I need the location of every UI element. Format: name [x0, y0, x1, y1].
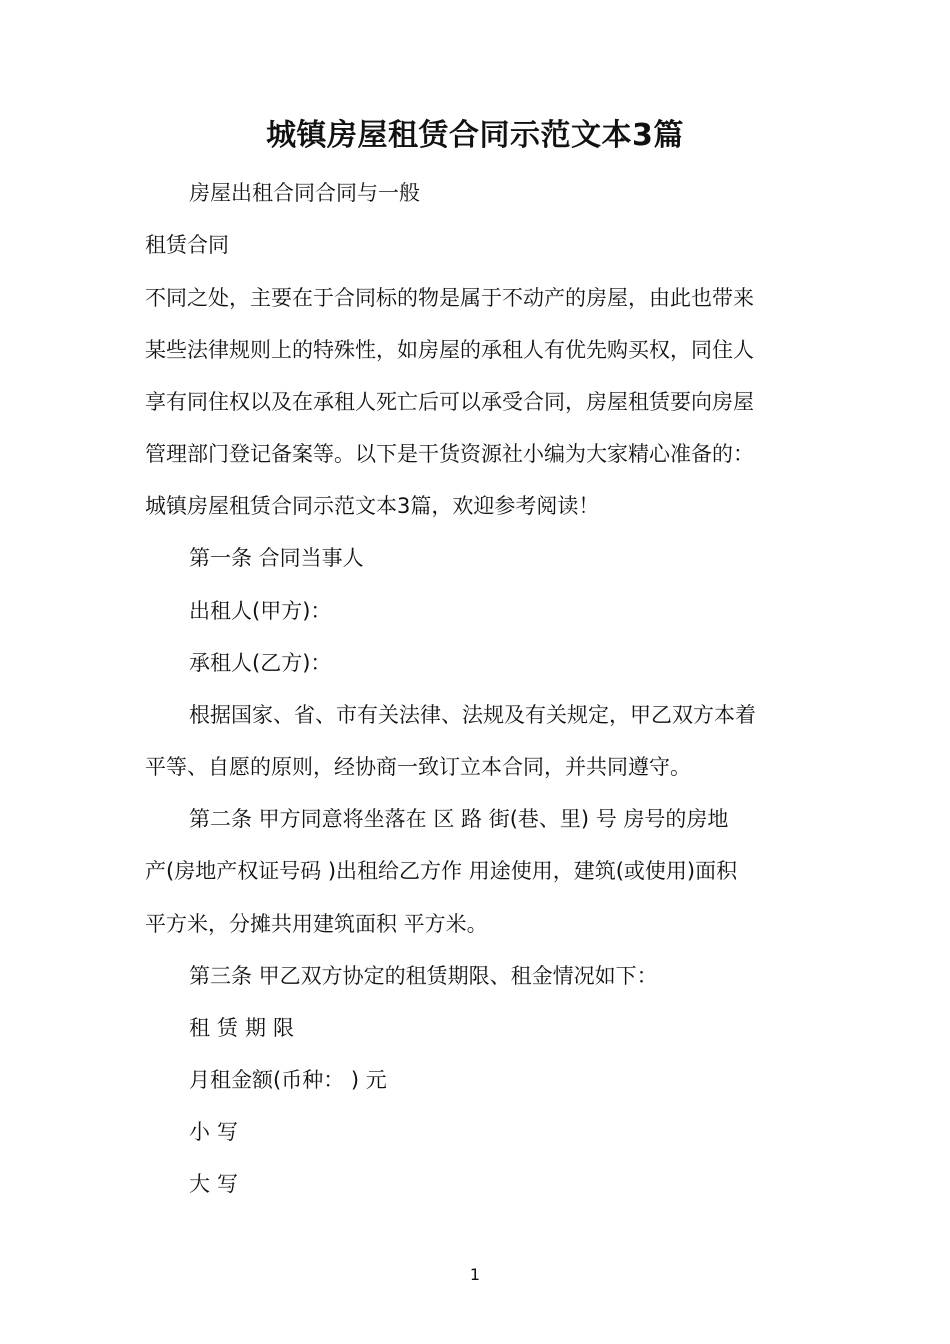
paragraph-line: 出租人(甲方)：	[189, 599, 332, 623]
paragraph-line: 平等、自愿的原则，经协商一致订立本合同，并共同遵守。	[145, 755, 691, 779]
paragraph-line: 租赁期限	[189, 1016, 301, 1040]
paragraph-line: 管理部门登记备案等。以下是干货资源社小编为大家精心准备的：	[145, 442, 754, 466]
article-heading: 第一条 合同当事人	[189, 546, 364, 570]
paragraph-line: 根据国家、省、市有关法律、法规及有关规定，甲乙双方本着	[189, 703, 756, 727]
paragraph-line: 小写	[189, 1120, 245, 1144]
paragraph-line: 租赁合同	[145, 233, 229, 257]
paragraph-line: 不同之处，主要在于合同标的物是属于不动产的房屋，由此也带来	[145, 286, 754, 310]
article-heading: 第三条 甲乙双方协定的租赁期限、租金情况如下：	[189, 964, 658, 988]
paragraph-line: 城镇房屋租赁合同示范文本3篇，欢迎参考阅读！	[145, 494, 600, 518]
paragraph-line: 房屋出租合同合同与一般	[189, 181, 420, 205]
paragraph-line: 承租人(乙方)：	[189, 651, 332, 675]
paragraph-line: 产(房地产权证号码 )出租给乙方作 用途使用，建筑(或使用)面积	[145, 859, 738, 883]
paragraph-line: 平方米，分摊共用建筑面积 平方米。	[145, 912, 488, 936]
document-title: 城镇房屋租赁合同示范文本3篇	[266, 118, 684, 153]
article-heading: 第二条 甲方同意将坐落在 区 路 街(巷、里) 号 房号的房地	[189, 807, 729, 831]
paragraph-line: 大写	[189, 1172, 245, 1196]
paragraph-line: 月租金额(币种： ) 元	[189, 1068, 387, 1092]
paragraph-line: 享有同住权以及在承租人死亡后可以承受合同，房屋租赁要向房屋	[145, 390, 754, 414]
paragraph-line: 某些法律规则上的特殊性，如房屋的承租人有优先购买权，同住人	[145, 338, 754, 362]
page-number: 1	[469, 1265, 481, 1284]
